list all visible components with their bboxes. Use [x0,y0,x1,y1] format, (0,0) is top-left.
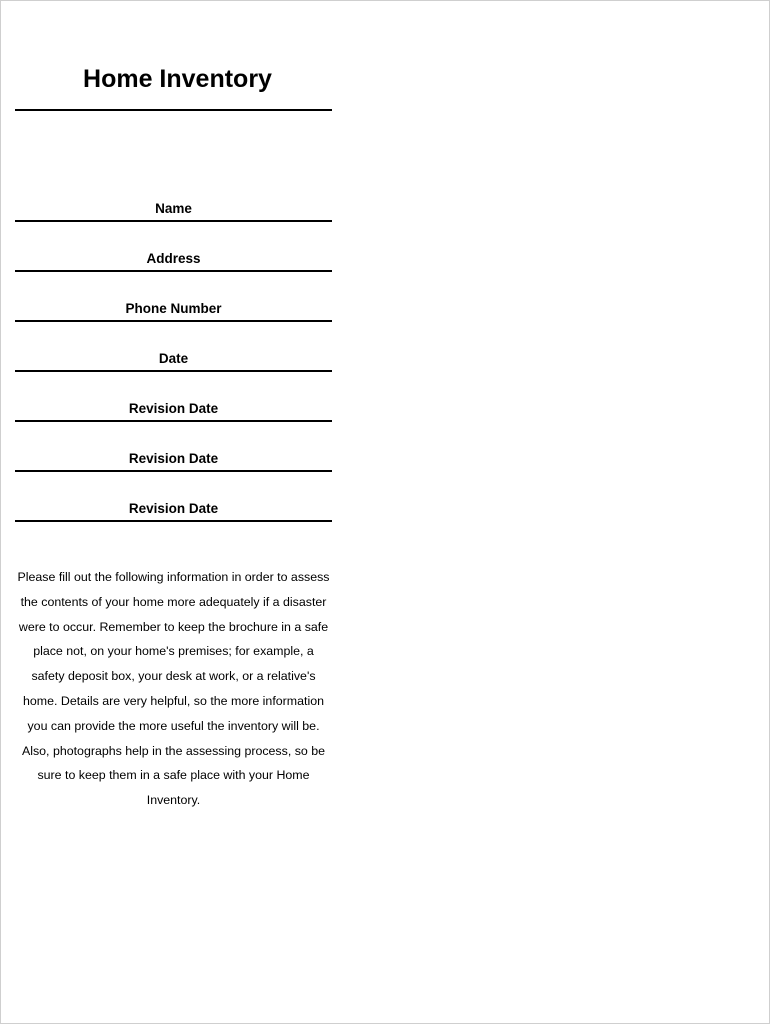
page-title: Home Inventory [83,65,272,93]
form-column [15,57,332,813]
field-label-address: Address [146,251,201,266]
field-label-revision-date-3: Revision Date [128,501,219,516]
field-row-phone-number[interactable] [15,272,332,322]
field-label-revision-date-1: Revision Date [128,401,219,416]
field-row-date[interactable] [15,322,332,372]
field-label-name: Name [155,201,192,216]
field-label-date: Date [158,351,189,366]
field-row-name[interactable] [15,172,332,222]
instructions-paragraph: Please fill out the following information in order to assess the contents of your home more adequately if a disaster were to occur. Remember to keep the brochure in a safe place not, on your home's premises; for example, a safety deposit box, your desk at work, or a relative's home. Details are very helpful, so the more information you can provide the more useful the inventory will be. Also, photographs help in the assessing process, so be sure to keep them in a safe place with your Home Inventory. [17,570,330,808]
field-label-revision-date-2: Revision Date [128,451,219,466]
field-row-revision-date-3[interactable] [15,472,332,522]
field-row-revision-date-2[interactable] [15,422,332,472]
field-list [15,172,332,522]
title-block [15,57,332,111]
field-label-phone-number: Phone Number [125,301,222,316]
field-row-address[interactable] [15,222,332,272]
field-row-revision-date-1[interactable] [15,372,332,422]
